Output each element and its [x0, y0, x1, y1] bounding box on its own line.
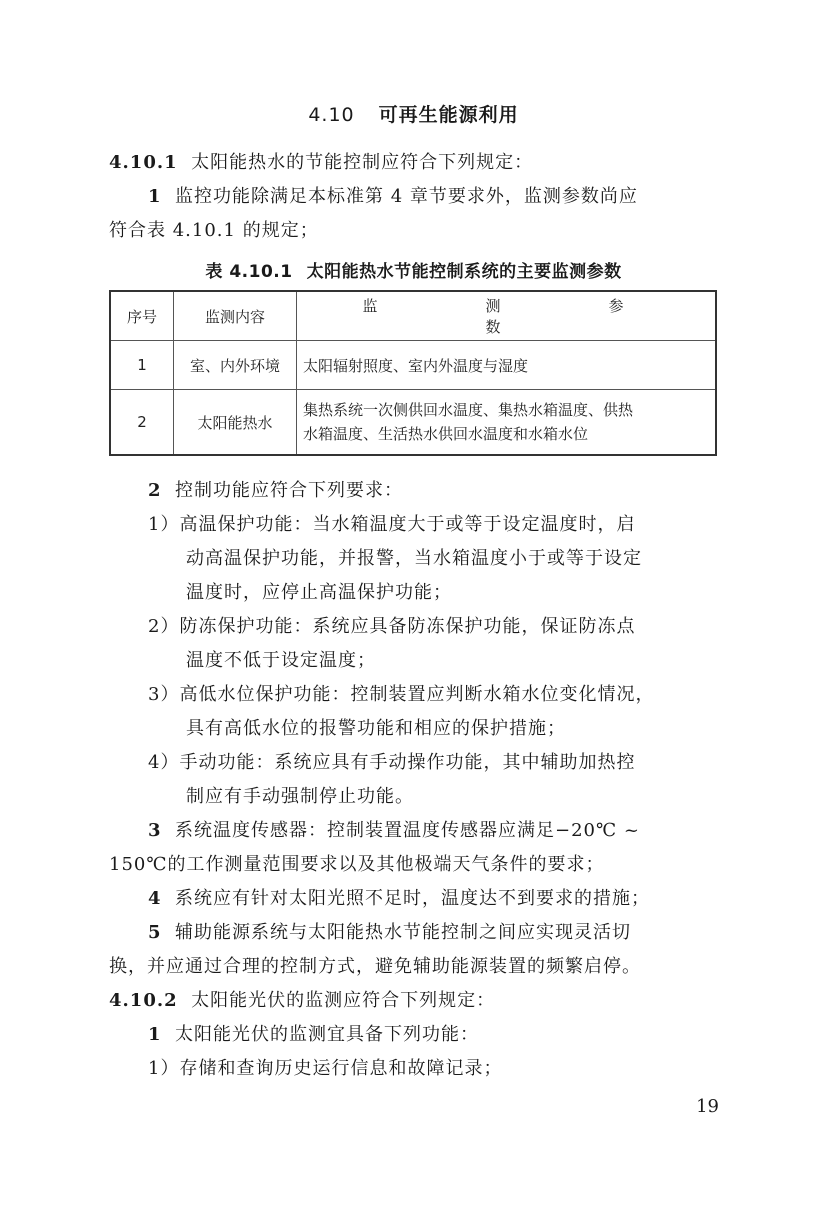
clause-4-10-2-sub-item-1: 1）存储和查询历史运行信息和故障记录；	[148, 1058, 503, 1079]
item-number: 5	[148, 922, 162, 943]
item-2	[148, 478, 403, 504]
params-line: 太阳辐射照度、室内外温度与湿度	[303, 356, 529, 375]
clause-text: 太阳能热水的节能控制应符合下列规定：	[191, 152, 534, 173]
table-number: 表 4.10.1	[205, 262, 293, 282]
page-number: 19	[696, 1096, 719, 1117]
sub-item-2-line-2: 温度不低于设定温度；	[186, 650, 376, 671]
cell-params	[297, 341, 717, 390]
clause-number: 4.10.2	[109, 990, 178, 1011]
item-text: 太阳能光伏的监测宜具备下列功能：	[174, 1024, 479, 1045]
params-line: 集热系统一次侧供回水温度、集热水箱温度、供热	[303, 401, 634, 419]
table-row	[110, 390, 716, 456]
cell-no: 2	[110, 390, 174, 456]
section-heading	[0, 100, 827, 127]
cell-no: 1	[110, 341, 174, 390]
item-text: 系统温度传感器：控制装置温度传感器应满足−20℃ ~	[174, 820, 640, 841]
item-1-line-2: 符合表 4.10.1 的规定；	[109, 220, 319, 241]
item-text: 系统应有针对太阳光照不足时，温度达不到要求的措施；	[174, 888, 650, 909]
clause-text: 太阳能光伏的监测应符合下列规定：	[191, 990, 496, 1011]
table-caption	[0, 257, 827, 282]
item-3-line-2: 150℃的工作测量范围要求以及其他极端天气条件的要求；	[109, 854, 605, 875]
sub-item-3-line-2: 具有高低水位的报警功能和相应的保护措施；	[186, 718, 566, 739]
header-content: 监测内容	[174, 291, 297, 341]
clause-4-10-2-item-1	[148, 1022, 479, 1048]
item-5-line-1	[148, 920, 631, 946]
item-number: 4	[148, 888, 162, 909]
item-text: 辅助能源系统与太阳能热水节能控制之间应实现灵活切	[174, 922, 631, 943]
item-4	[148, 886, 650, 912]
item-number: 3	[148, 820, 162, 841]
sub-item-1-line-2: 动高温保护功能，并报警，当水箱温度小于或等于设定	[186, 548, 642, 569]
sub-item-4-line-2: 制应有手动强制停止功能。	[186, 786, 414, 807]
sub-item-2-line-1: 2）防冻保护功能：系统应具备防冻保护功能，保证防冻点	[148, 616, 636, 637]
section-title-text: 可再生能源利用	[378, 104, 519, 126]
item-text: 控制功能应符合下列要求：	[174, 480, 403, 501]
sub-item-1-line-3: 温度时，应停止高温保护功能；	[186, 582, 452, 603]
item-3-line-1	[148, 818, 640, 844]
params-line: 水箱温度、生活热水供回水温度和水箱水位	[303, 425, 589, 443]
clause-4-10-1	[109, 150, 533, 176]
sub-item-4-line-1: 4）手动功能：系统应具有手动操作功能，其中辅助加热控	[148, 752, 636, 773]
table-title: 太阳能热水节能控制系统的主要监测参数	[306, 262, 622, 282]
item-1-line-1	[148, 184, 638, 210]
item-5-line-2: 换，并应通过合理的控制方式，避免辅助能源装置的频繁启停。	[109, 956, 641, 977]
monitoring-parameters-table	[109, 290, 732, 456]
table-header-row	[110, 291, 716, 341]
item-text: 监控功能除满足本标准第 4 章节要求外，监测参数尚应	[174, 186, 638, 207]
cell-content: 太阳能热水	[174, 390, 297, 456]
sub-item-1-line-1: 1）高温保护功能：当水箱温度大于或等于设定温度时，启	[148, 514, 636, 535]
table-row	[110, 341, 716, 390]
cell-params	[297, 390, 717, 456]
header-params: 监 测 参 数	[297, 291, 717, 341]
item-number: 2	[148, 480, 162, 501]
item-number: 1	[148, 1024, 162, 1045]
section-number: 4.10	[308, 104, 355, 126]
clause-number: 4.10.1	[109, 152, 178, 173]
clause-4-10-2	[109, 988, 495, 1014]
header-no: 序号	[110, 291, 174, 341]
sub-item-3-line-1: 3）高低水位保护功能：控制装置应判断水箱水位变化情况，	[148, 684, 655, 705]
item-number: 1	[148, 186, 162, 207]
cell-content: 室、内外环境	[174, 341, 297, 390]
